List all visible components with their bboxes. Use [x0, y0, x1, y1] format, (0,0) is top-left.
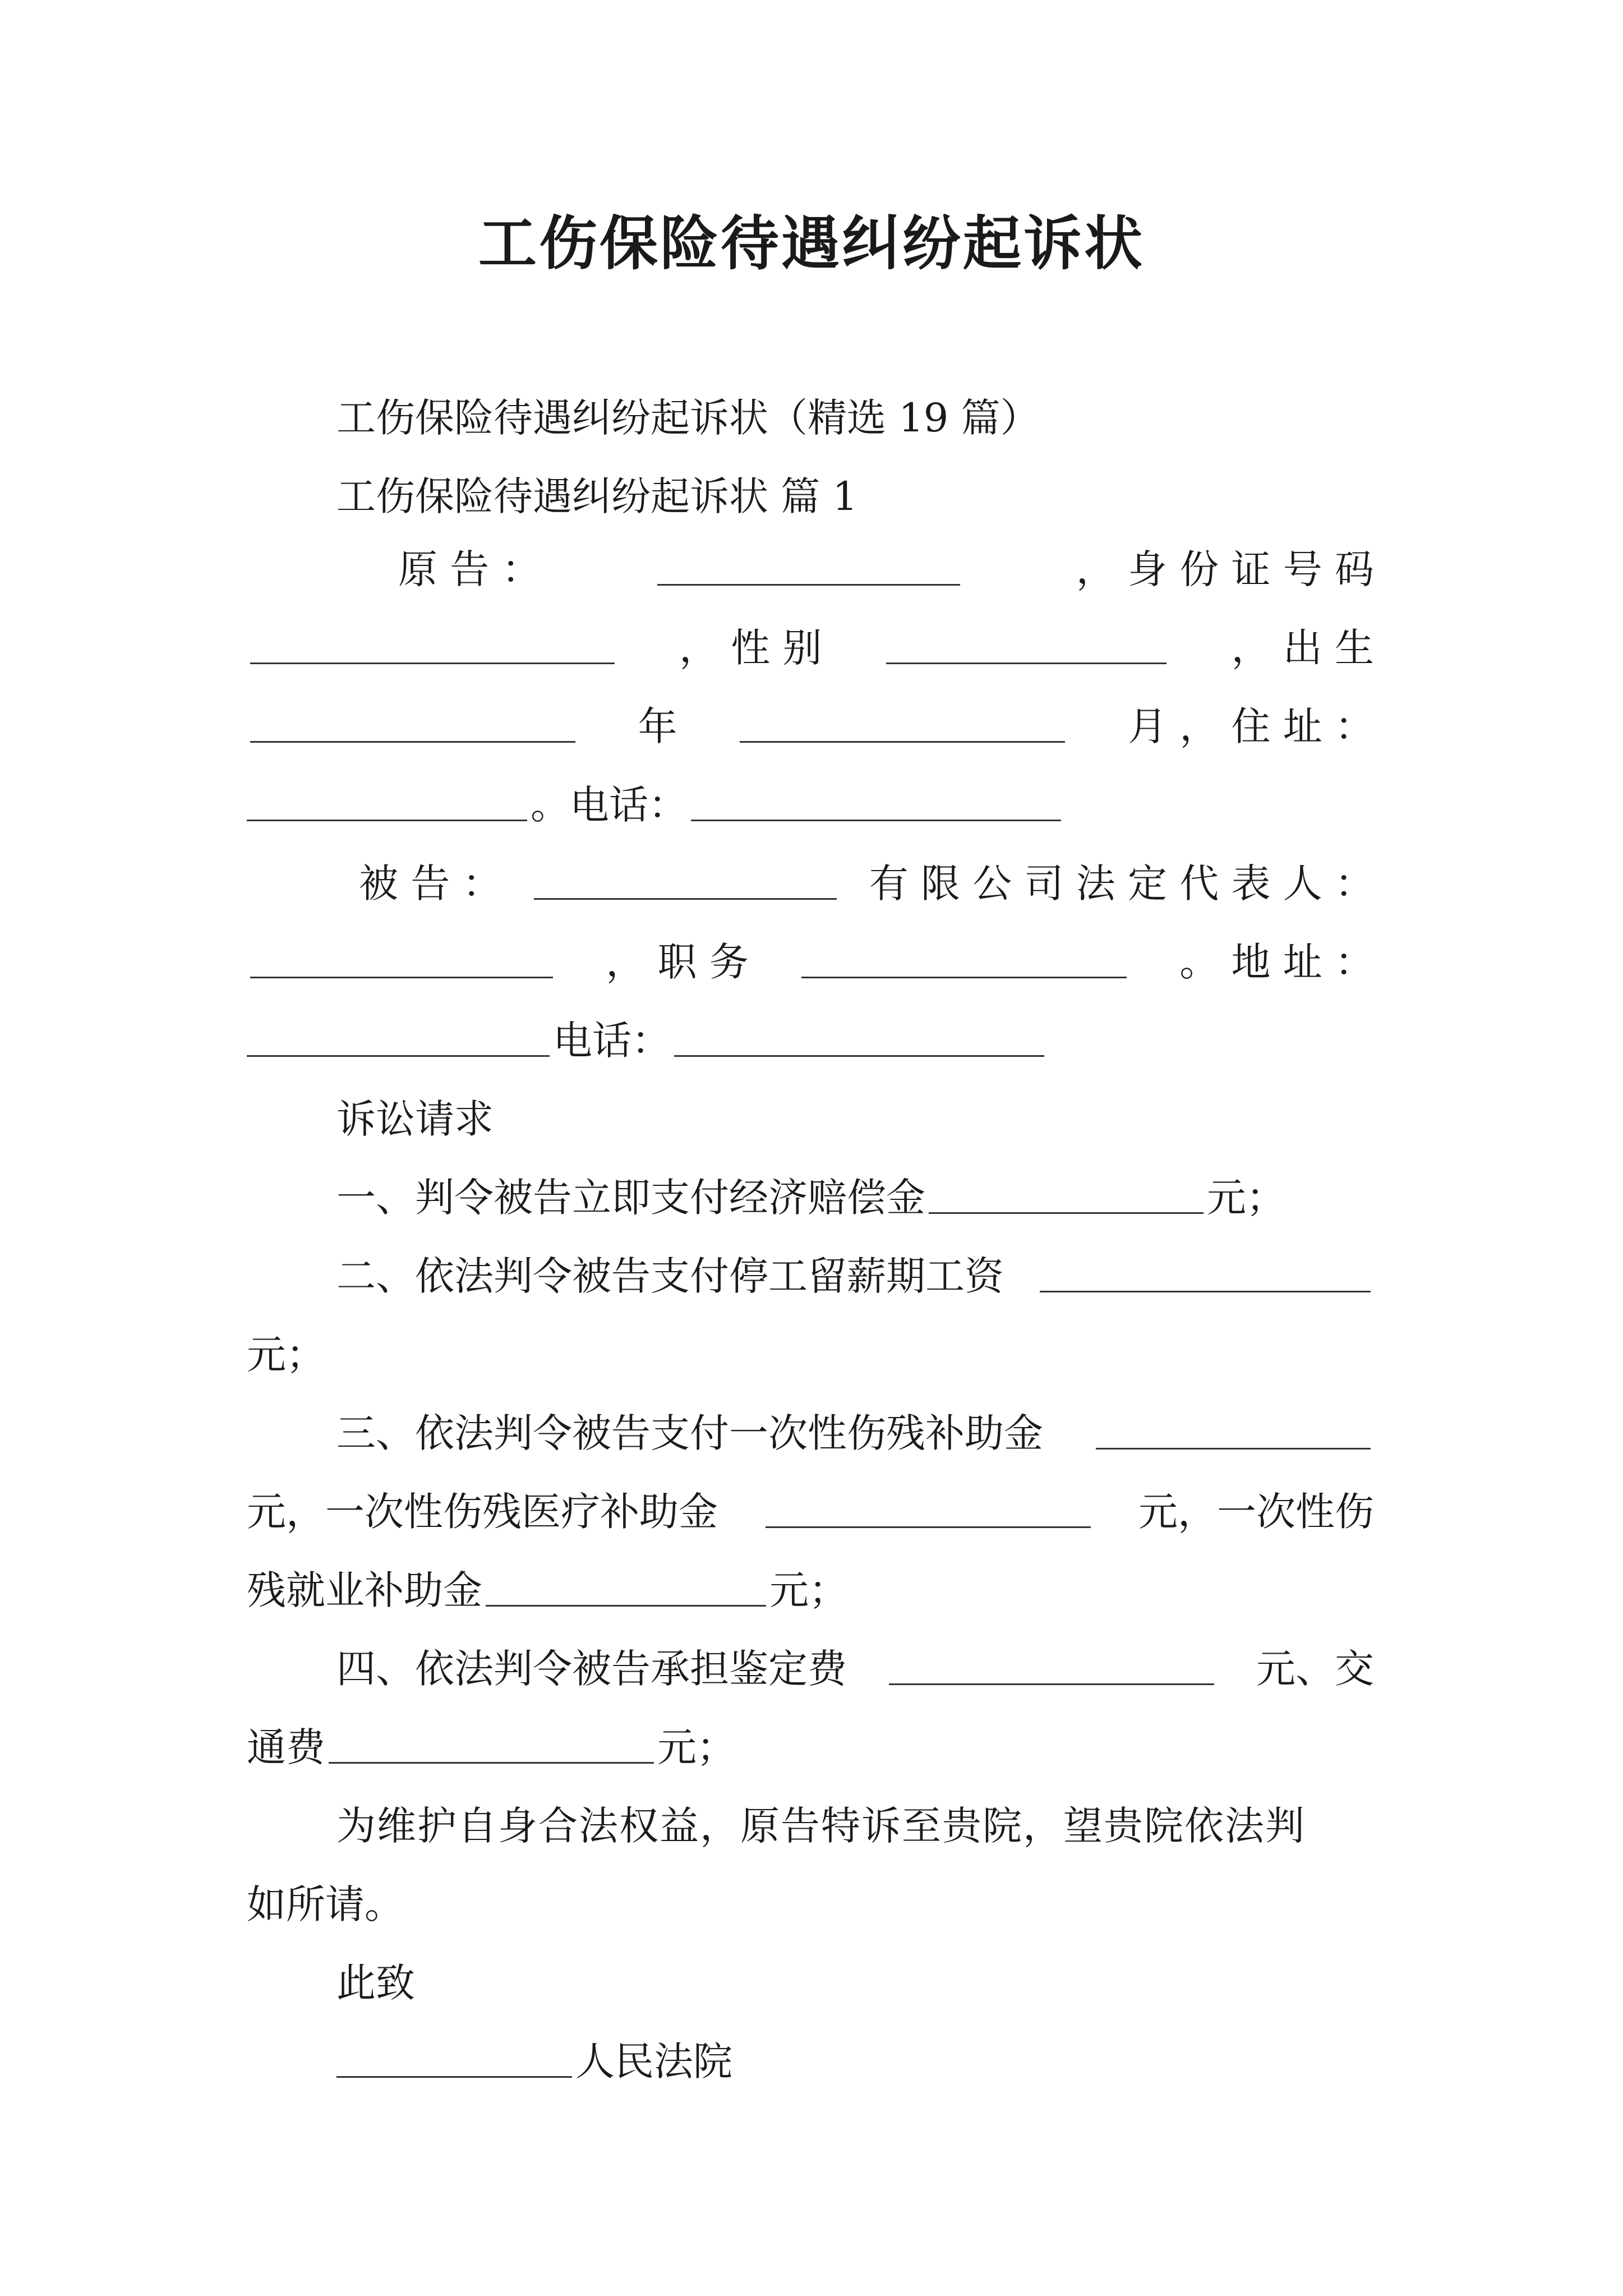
id-number-label: ， 身 份 证 号 码 [1076, 546, 1374, 592]
legal-rep-label: 有 限 公 司 法 定 代 表 人 ： [869, 861, 1374, 907]
closing-line-2: 如所请。 [247, 1881, 404, 1927]
year-label: 年 [638, 703, 677, 749]
defendant-label: 被 告 ： [359, 861, 502, 907]
claim-3-cont-2 [247, 1559, 848, 1613]
claim-4-text: 四、依法判令被告承担鉴定费 [336, 1646, 847, 1692]
claim-1-unit: 元； [1207, 1175, 1285, 1221]
claim-4 [336, 1638, 1374, 1692]
plaintiff-label: 原 告 ： [398, 546, 541, 592]
position-label: ， 职 务 [606, 939, 749, 985]
claim-4-mid: 元、交 [1256, 1646, 1374, 1692]
defendant-line-3 [247, 1010, 1048, 1064]
claim-4-unit: 元； [657, 1724, 736, 1770]
claim-3-employment-label: 残就业补助金 [247, 1567, 482, 1613]
position-blank[interactable] [801, 973, 1127, 978]
subtitle: 工伤保险待遇纠纷起诉状（精选 19 篇） [336, 395, 1040, 441]
court-name-blank[interactable] [336, 2073, 572, 2078]
defendant-address-label: 。 地 址 ： [1179, 939, 1374, 985]
claim-3-medical-text: 元，一次性伤残医疗补助金 [247, 1489, 718, 1535]
claim-3 [336, 1402, 1374, 1456]
claim-1 [336, 1167, 1285, 1221]
wage-blank[interactable] [1040, 1287, 1371, 1292]
plaintiff-line-3 [247, 696, 1374, 749]
address-blank[interactable] [247, 816, 527, 821]
birth-year-blank[interactable] [250, 738, 575, 743]
compensation-blank[interactable] [929, 1209, 1204, 1214]
court-label: 人民法院 [575, 2039, 732, 2085]
plaintiff-line-2 [247, 617, 1374, 671]
defendant-address-blank[interactable] [247, 1052, 550, 1057]
claim-3-text: 三、依法判令被告支付一次性伤残补助金 [336, 1410, 1043, 1456]
defendant-phone-label: 电话： [553, 1018, 671, 1064]
legal-rep-blank[interactable] [250, 973, 553, 978]
transport-label: 通费 [247, 1724, 325, 1770]
claim-3-unit: 元； [769, 1567, 848, 1613]
defendant-line-1 [247, 853, 1374, 907]
plaintiff-line-1 [247, 539, 1374, 592]
employment-subsidy-blank[interactable] [486, 1602, 766, 1607]
gender-blank[interactable] [886, 659, 1166, 664]
disability-subsidy-blank[interactable] [1096, 1444, 1371, 1450]
address-label: 月 ， 住 址 ： [1127, 703, 1374, 749]
document-title: 工伤保险待遇纠纷起诉状 [478, 209, 1145, 278]
salutation: 此致 [336, 1960, 415, 2006]
company-blank[interactable] [534, 895, 837, 900]
defendant-line-2 [247, 931, 1374, 985]
claim-1-text: 一、判令被告立即支付经济赔偿金 [336, 1175, 925, 1221]
claim-3-employment-text: 元，一次性伤 [1138, 1489, 1374, 1535]
appraisal-fee-blank[interactable] [889, 1680, 1214, 1685]
plaintiff-line-4 [247, 774, 1064, 828]
closing-line-1: 为维护自身合法权益，原告特诉至贵院，望贵院依法判 [336, 1803, 1306, 1849]
gender-label: ， 性 别 [679, 625, 822, 671]
section-heading: 工伤保险待遇纠纷起诉状 篇 1 [336, 473, 858, 519]
claims-heading: 诉讼请求 [336, 1096, 494, 1142]
birth-month-blank[interactable] [740, 738, 1065, 743]
phone-label: 。电话： [531, 782, 688, 828]
medical-subsidy-blank[interactable] [766, 1523, 1091, 1528]
plaintiff-name-blank[interactable] [657, 581, 960, 586]
claim-2 [336, 1245, 1374, 1299]
claim-2-text: 二、依法判令被告支付停工留薪期工资 [336, 1253, 1004, 1299]
defendant-phone-blank[interactable] [674, 1052, 1044, 1057]
birth-label: ， 出 生 [1231, 625, 1374, 671]
claim-4-cont [247, 1717, 736, 1770]
claim-3-cont-1 [247, 1481, 1374, 1535]
transport-fee-blank[interactable] [329, 1759, 654, 1764]
court-line [336, 2031, 732, 2085]
id-number-blank[interactable] [250, 659, 615, 664]
claim-2-cont: 元； [247, 1332, 325, 1378]
phone-blank[interactable] [691, 816, 1061, 821]
